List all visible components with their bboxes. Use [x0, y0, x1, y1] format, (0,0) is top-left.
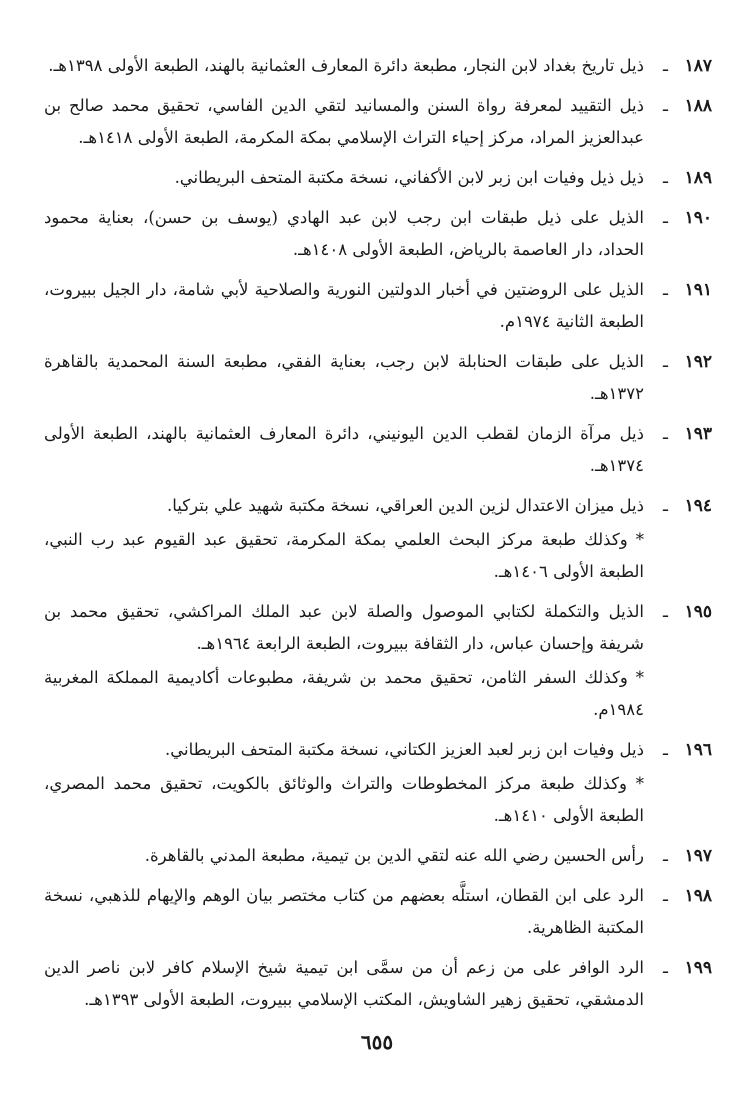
- entry-text: الرد على ابن القطان، استلَّه بعضهم من كتاب مختصر بيان الوهم والإيهام للذهبي، نسخة المكتبة الظاهرية.: [44, 886, 644, 937]
- entry-number: ١٨٨: [684, 96, 712, 116]
- entry-text: ذيل ميزان الاعتدال لزين الدين العراقي، نسخة مكتبة شهيد علي بتركيا.: [167, 496, 644, 515]
- entry-194: [44, 490, 712, 588]
- entry-190: [44, 202, 712, 266]
- entry-text: الذيل على الروضتين في أخبار الدولتين النورية والصلاحية لأبي شامة، دار الجيل ببيروت، الطبعة الثانية ١٩٧٤م.: [44, 280, 644, 331]
- entry-198: [44, 880, 712, 944]
- entry-dash: ـ: [663, 352, 668, 372]
- entry-text: الذيل على طبقات الحنابلة لابن رجب، بعناية الفقي، مطبعة السنة المحمدية بالقاهرة ١٣٧٢هـ.: [44, 352, 644, 403]
- entry-text: الذيل والتكملة لكتابي الموصول والصلة لابن عبد الملك المراكشي، تحقيق محمد بن شريفة وإحسان عباس، دار الثقافة ببيروت، الطبعة الرابعة ١٩٦٤هـ.: [44, 602, 644, 653]
- entry-text: ذيل تاريخ بغداد لابن النجار، مطبعة دائرة المعارف العثمانية بالهند، الطبعة الأولى ١٣٩٨هـ.: [48, 56, 644, 75]
- entry-text: ذيل وفيات ابن زبر لعبد العزيز الكتاني، نسخة مكتبة المتحف البريطاني.: [165, 740, 644, 759]
- entry-text: ذيل ذيل وفيات ابن زبر لابن الأكفاني، نسخة مكتبة المتحف البريطاني.: [174, 168, 644, 187]
- entry-number: ١٩٩: [684, 958, 712, 978]
- entry-dash: ـ: [663, 886, 668, 906]
- entry-text: ذيل التقييد لمعرفة رواة السنن والمسانيد لتقي الدين الفاسي، تحقيق محمد صالح بن عبدالعزيز المراد، مركز إحياء التراث الإسلامي بمكة المكرمة، الطبعة الأولى ١٤١٨هـ.: [44, 96, 644, 147]
- entry-dash: ـ: [663, 602, 668, 622]
- entry-number: ١٩٧: [684, 846, 712, 866]
- entry-dash: ـ: [663, 56, 668, 76]
- entry-number: ١٩١: [684, 280, 712, 300]
- entry-193: [44, 418, 712, 482]
- page-number: ٦٥٥: [360, 1030, 394, 1054]
- entry-dash: ـ: [663, 424, 668, 444]
- entry-number: ١٨٩: [684, 168, 712, 188]
- entry-dash: ـ: [663, 168, 668, 188]
- entry-text: الذيل على ذيل طبقات ابن رجب لابن عبد الهادي (يوسف بن حسن)، بعناية محمود الحداد، دار العاصمة بالرياض، الطبعة الأولى ١٤٠٨هـ.: [44, 208, 644, 259]
- entry-199: [44, 952, 712, 1016]
- bibliography-page: [44, 50, 712, 1024]
- entry-note: * وكذلك طبعة مركز البحث العلمي بمكة المكرمة، تحقيق عبد القيوم عبد رب النبي، الطبعة الأولى ١٤٠٦هـ.: [44, 530, 644, 581]
- entry-dash: ـ: [663, 496, 668, 516]
- entry-191: [44, 274, 712, 338]
- entry-text: رأس الحسين رضي الله عنه لتقي الدين بن تيمية، مطبعة المدني بالقاهرة.: [144, 846, 644, 865]
- entry-number: ١٨٧: [684, 56, 712, 76]
- entry-text: الرد الوافر على من زعم أن من سمَّى ابن تيمية شيخ الإسلام كافر لابن ناصر الدين الدمشقي، تحقيق زهير الشاويش، المكتب الإسلامي ببيروت، الطبعة الأولى ١٣٩٣هـ.: [44, 958, 644, 1009]
- entry-192: [44, 346, 712, 410]
- entry-dash: ـ: [663, 740, 668, 760]
- entry-number: ١٩٢: [684, 352, 712, 372]
- entry-197: [44, 840, 712, 872]
- entry-189: [44, 162, 712, 194]
- entry-number: ١٩٠: [684, 208, 712, 228]
- entry-187: [44, 50, 712, 82]
- entry-note: * وكذلك السفر الثامن، تحقيق محمد بن شريفة، مطبوعات أكاديمية المملكة المغربية ١٩٨٤م.: [44, 668, 644, 719]
- entry-number: ١٩٤: [684, 496, 712, 516]
- entry-dash: ـ: [663, 96, 668, 116]
- entry-188: [44, 90, 712, 154]
- entry-dash: ـ: [663, 958, 668, 978]
- entry-number: ١٩٥: [684, 602, 712, 622]
- entry-number: ١٩٨: [684, 886, 712, 906]
- entry-dash: ـ: [663, 280, 668, 300]
- entry-text: ذيل مرآة الزمان لقطب الدين اليونيني، دائرة المعارف العثمانية بالهند، الطبعة الأولى ١٣٧٤هـ.: [44, 424, 644, 475]
- entry-number: ١٩٣: [684, 424, 712, 444]
- entry-dash: ـ: [663, 208, 668, 228]
- entry-dash: ـ: [663, 846, 668, 866]
- entry-195: [44, 596, 712, 726]
- entry-number: ١٩٦: [684, 740, 712, 760]
- entry-note: * وكذلك طبعة مركز المخطوطات والتراث والوثائق بالكويت، تحقيق محمد المصري، الطبعة الأولى ١٤١٠هـ.: [44, 774, 644, 825]
- entry-196: [44, 734, 712, 832]
